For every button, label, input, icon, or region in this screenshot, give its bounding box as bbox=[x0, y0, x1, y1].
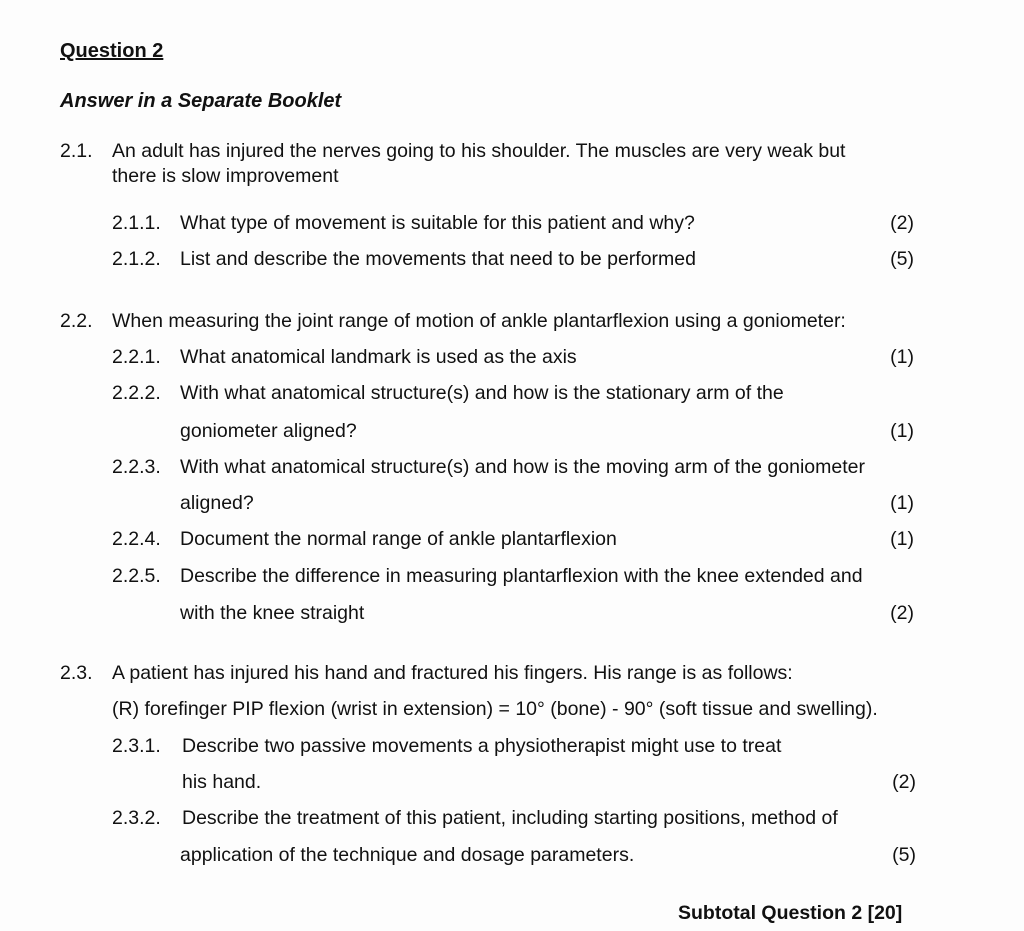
q232-text-line2: application of the technique and dosage parameters. bbox=[180, 844, 635, 866]
q23-number: 2.3. bbox=[60, 662, 93, 684]
q23-text-line2: (R) forefinger PIP flexion (wrist in extension) = 10° (bone) - 90° (soft tissue and swelling). bbox=[112, 698, 878, 720]
q231-text-line1: Describe two passive movements a physiotherapist might use to treat bbox=[182, 735, 782, 757]
q21-text-line1: An adult has injured the nerves going to his shoulder. The muscles are very weak but bbox=[112, 140, 846, 162]
q232-text-line1: Describe the treatment of this patient, including starting positions, method of bbox=[182, 807, 838, 829]
q21-text-line2: there is slow improvement bbox=[112, 165, 339, 187]
q222-text-line2: goniometer aligned? bbox=[180, 420, 357, 442]
q221-marks: (1) bbox=[890, 346, 914, 368]
q212-text: List and describe the movements that need to be performed bbox=[180, 248, 696, 270]
q225-text-line2: with the knee straight bbox=[180, 602, 365, 624]
q224-text: Document the normal range of ankle plantarflexion bbox=[180, 528, 617, 550]
q223-number: 2.2.3. bbox=[112, 456, 161, 478]
q221-text: What anatomical landmark is used as the axis bbox=[180, 346, 577, 368]
q225-text-line1: Describe the difference in measuring plantarflexion with the knee extended and bbox=[180, 565, 863, 587]
q211-number: 2.1.1. bbox=[112, 212, 161, 234]
q232-marks: (5) bbox=[892, 844, 916, 866]
q232-number: 2.3.2. bbox=[112, 807, 161, 829]
q224-number: 2.2.4. bbox=[112, 528, 161, 550]
q212-marks: (5) bbox=[890, 248, 914, 270]
q231-text-line2: his hand. bbox=[182, 771, 262, 793]
q222-marks: (1) bbox=[890, 420, 914, 442]
q211-text: What type of movement is suitable for this patient and why? bbox=[180, 212, 695, 234]
subtotal: Subtotal Question 2 [20] bbox=[678, 902, 903, 924]
q221-number: 2.2.1. bbox=[112, 346, 161, 368]
q225-number: 2.2.5. bbox=[112, 565, 161, 587]
q222-text-line1: With what anatomical structure(s) and how is the stationary arm of the bbox=[180, 382, 784, 404]
q223-marks: (1) bbox=[890, 492, 914, 514]
q224-marks: (1) bbox=[890, 528, 914, 550]
q223-text-line2: aligned? bbox=[180, 492, 254, 514]
q22-text: When measuring the joint range of motion of ankle plantarflexion using a goniometer: bbox=[112, 310, 846, 332]
q22-number: 2.2. bbox=[60, 310, 93, 332]
q23-text-line1: A patient has injured his hand and fractured his fingers. His range is as follows: bbox=[112, 662, 793, 684]
q223-text-line1: With what anatomical structure(s) and how is the moving arm of the goniometer bbox=[180, 456, 865, 478]
q231-marks: (2) bbox=[892, 771, 916, 793]
q211-marks: (2) bbox=[890, 212, 914, 234]
instruction: Answer in a Separate Booklet bbox=[60, 90, 342, 112]
q231-number: 2.3.1. bbox=[112, 735, 161, 757]
q225-marks: (2) bbox=[890, 602, 914, 624]
q21-number: 2.1. bbox=[60, 140, 93, 162]
q222-number: 2.2.2. bbox=[112, 382, 161, 404]
question-title: Question 2 bbox=[60, 40, 164, 62]
q212-number: 2.1.2. bbox=[112, 248, 161, 270]
